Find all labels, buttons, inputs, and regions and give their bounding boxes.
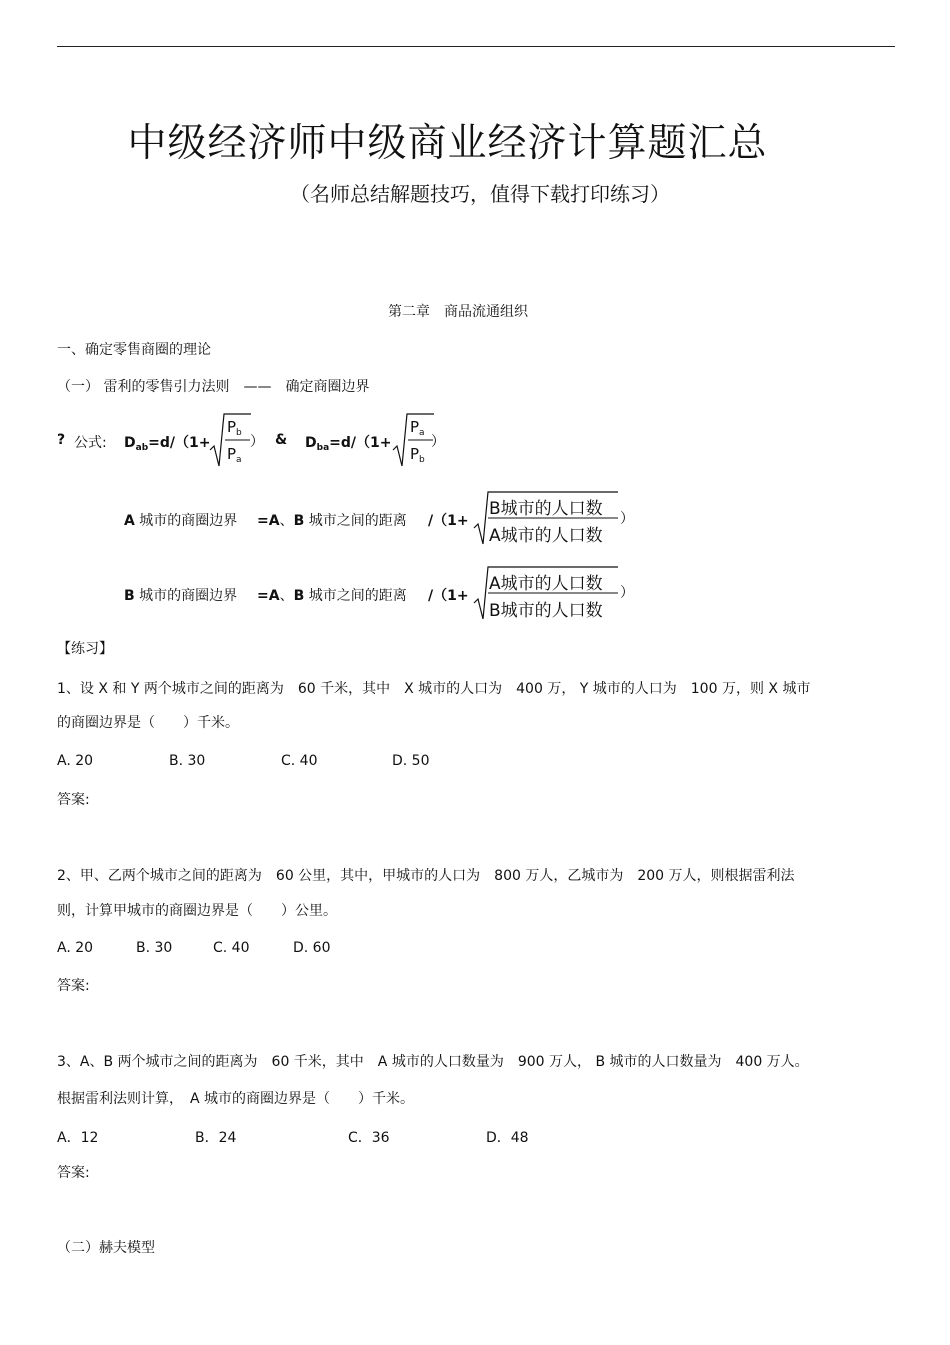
formula-d-ab: $D_{ab}=d/(1+$ (124, 435, 211, 453)
chapter-heading: 第二章 商品流通组织 (388, 304, 528, 320)
sqrt-fraction-pa-pb: $P_a$ $P_b$ (391, 412, 435, 472)
formula-ampersand: & (275, 432, 288, 448)
page-subtitle: （名师总结解题技巧，值得下载打印练习） (290, 182, 670, 206)
practice-label: 【练习】 (57, 641, 113, 657)
bullet-mark: ? (57, 432, 66, 448)
sqrt-fraction-population-a: B城市的人口数 A城市的人口数 (472, 490, 622, 550)
top-rule (57, 46, 895, 47)
formula-label: 公式: (74, 435, 107, 451)
formula-close-2: ） (431, 434, 445, 450)
page-title: 中级经济师中级商业经济计算题汇总 (127, 121, 768, 166)
subsection-heading-2: （二）赫夫模型 (57, 1240, 155, 1256)
subsection-heading: （一） 雷利的零售引力法则 —— 确定商圈边界 (57, 379, 370, 395)
formula-d-ba: $D_{ba}=d/(1+$ (305, 435, 392, 453)
formula-close-1: ） (250, 434, 264, 450)
section-heading: 一、确定零售商圈的理论 (57, 342, 211, 358)
question-1-answer: 答案: (57, 792, 90, 808)
question-2-answer: 答案: (57, 978, 90, 994)
question-3-answer: 答案: (57, 1165, 90, 1181)
sqrt-fraction-pb-pa: $P_b$ $P_a$ (208, 412, 252, 472)
sqrt-fraction-population-b: A城市的人口数 B城市的人口数 (472, 565, 622, 625)
